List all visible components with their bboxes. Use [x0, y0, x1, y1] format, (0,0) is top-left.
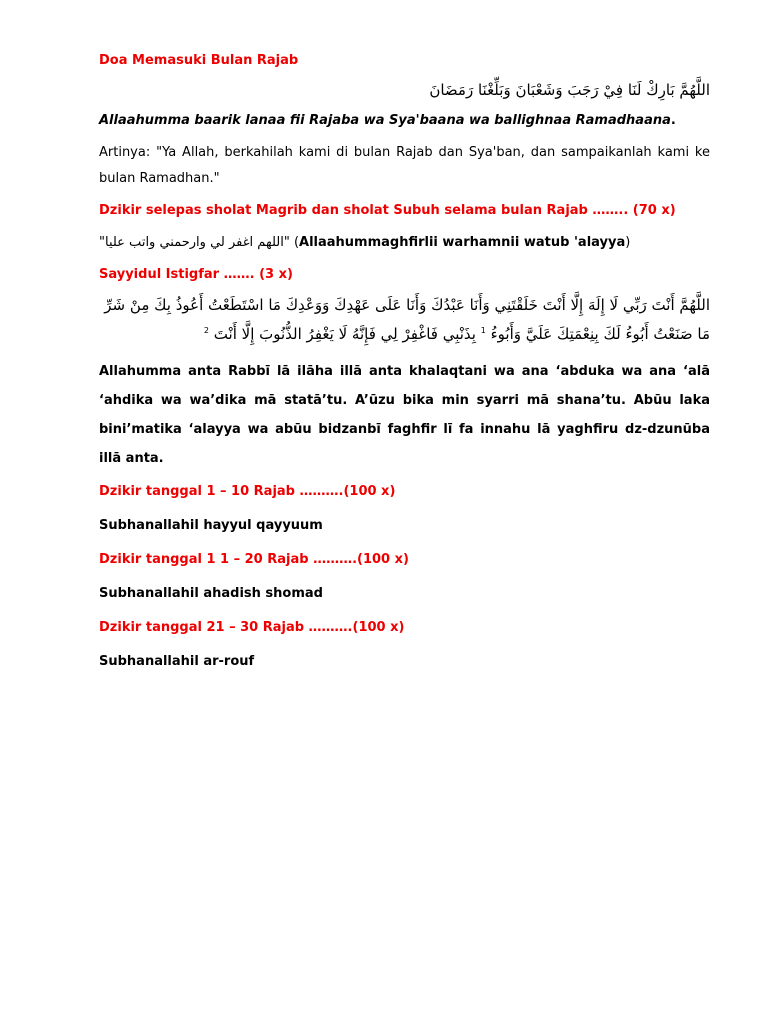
heading-dzikir-magrib-subuh: Dzikir selepas sholat Magrib dan sholat Subuh selama bulan Rajab …….. (70 x)	[99, 203, 676, 218]
translation-artinya: Artinya: "Ya Allah, berkahilah kami di bulan Rajab dan Sya'ban, dan sampaikanlah kami ke bulan Ramadhan."	[99, 145, 710, 186]
dzikir-1-10-text: Subhanallahil hayyul qayyuum	[99, 518, 323, 533]
transliteration-istighfar-short: Allaahummaghfirlii warhamnii watub 'alayya	[299, 235, 626, 250]
quote-close: " (	[283, 235, 300, 250]
arabic-istigfar-part2: بِذَنْبِي فَاغْفِرْ لِي فَإِنَّهُ لَا يَغْفِرُ الذُّنُوبَ إِلَّا أَنْتَ	[213, 325, 476, 343]
dzikir-21-30-text: Subhanallahil ar-rouf	[99, 654, 255, 669]
arabic-istigfar-part1: اللَّهُمَّ أَنْتَ رَبِّي لَا إِلَهَ إِلَّا أَنْتَ خَلَقْتَنِي وَأَنَا عَبْدُكَ وَأَنَا عَلَى عَهْدِكَ وَوَعْدِكَ مَا اسْتَطَعْتُ أَعُوذُ بِكَ مِنْ شَرِّ مَا صَنَعْتُ أَبُوءُ لَكَ بِنِعْمَتِكَ عَلَيَّ وَأَبُوءُ	[104, 296, 710, 343]
quote-open: "	[99, 235, 105, 250]
heading-dzikir-21-30: Dzikir tanggal 21 – 30 Rajab ……….(100 x)	[99, 620, 405, 635]
dzikir-magrib-line	[99, 234, 710, 252]
arabic-doa-rajab: اللَّهُمَّ بَارِكْ لَنَا فِيْ رَجَبَ وَشَعْبَانَ وَبَلِّغْنَا رَمَضَانَ	[429, 81, 710, 99]
transliteration-doa-rajab	[99, 112, 710, 130]
heading-doa-rajab: Doa Memasuki Bulan Rajab	[99, 53, 299, 68]
dzikir-11-20-text: Subhanallahil ahadish shomad	[99, 586, 323, 601]
transliteration-sayyidul-istigfar: Allahumma anta Rabbī lā ilāha illā anta khalaqtani wa ana ‘abduka wa ana ‘alā ‘ahdika wa wa’dika mā statā’tu. A’ūzu bika min syarri mā shana’tu. Abūu laka bini’matika ‘alayya wa abūu bidzanbī faghfir lī fa innahu lā yaghfiru dz-dzunūba illā anta.	[99, 364, 710, 466]
heading-sayyidul-istigfar: Sayyidul Istigfar ……. (3 x)	[99, 267, 293, 282]
heading-dzikir-11-20: Dzikir tanggal 1 1 – 20 Rajab ……….(100 x)	[99, 552, 409, 567]
arabic-sayyidul-istigfar	[99, 292, 710, 347]
footnote-marker-2: 2	[203, 326, 210, 335]
footnote-marker-1: 1	[480, 326, 486, 335]
paren-close: )	[625, 235, 631, 250]
transliteration-period: .	[670, 113, 676, 128]
arabic-istighfar-short: اللهم اغفر لي وارحمني واتب عليا	[104, 235, 284, 250]
transliteration-text: Allaahumma baarik lanaa fii Rajaba wa Sya'baana wa ballighnaa Ramadhaana	[99, 113, 671, 128]
heading-dzikir-1-10: Dzikir tanggal 1 – 10 Rajab ……….(100 x)	[99, 484, 396, 499]
document-page	[99, 52, 710, 671]
